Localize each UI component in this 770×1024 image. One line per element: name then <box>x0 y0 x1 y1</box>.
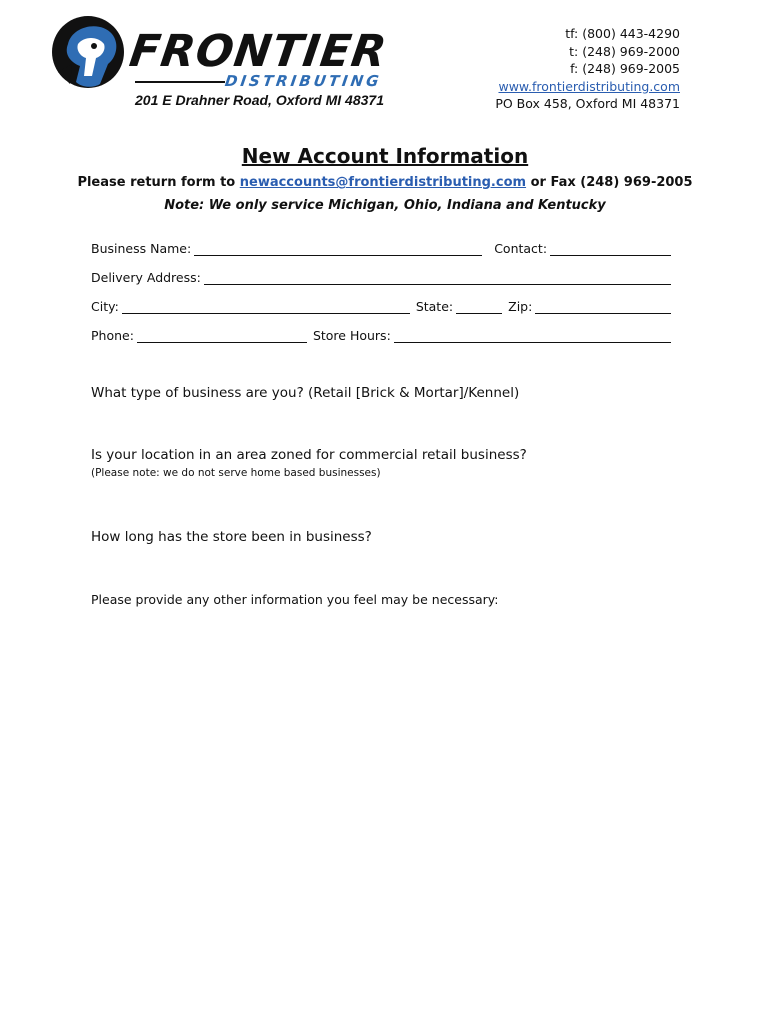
brand-divider <box>135 81 225 83</box>
company-address: 201 E Drahner Road, Oxford MI 48371 <box>135 92 384 108</box>
city-field[interactable] <box>122 300 410 314</box>
zip-label: Zip: <box>508 299 533 314</box>
contact-field[interactable] <box>550 242 671 256</box>
state-field[interactable] <box>456 300 502 314</box>
phone-number: t: (248) 969-2000 <box>569 43 680 59</box>
business-name-field[interactable] <box>194 242 482 256</box>
city-label: City: <box>91 299 119 314</box>
return-email-link[interactable]: newaccounts@frontierdistributing.com <box>239 175 527 190</box>
phone-label: Phone: <box>91 328 134 343</box>
years-in-business-question: How long has the store been in business? <box>91 529 372 545</box>
row-delivery <box>91 267 671 285</box>
row-phone-hours <box>91 325 671 343</box>
delivery-address-field[interactable] <box>204 271 671 285</box>
business-name-label: Business Name: <box>91 241 192 256</box>
store-hours-field[interactable] <box>394 329 671 343</box>
state-label: State: <box>415 299 454 314</box>
business-type-question: What type of business are you? (Retail [Brick & Mortar]/Kennel) <box>91 385 520 401</box>
po-box: PO Box 458, Oxford MI 48371 <box>495 96 680 111</box>
form-title: New Account Information <box>241 144 529 168</box>
brand-name: FRONTIER <box>126 26 391 77</box>
zoning-note: (Please note: we do not serve home based businesses) <box>91 467 381 479</box>
return-prefix: Please return form to <box>77 175 240 190</box>
other-info-prompt: Please provide any other information you feel may be necessary: <box>91 592 499 607</box>
tollfree-number: tf: (800) 443-4290 <box>565 26 680 41</box>
contact-info <box>495 25 680 113</box>
zip-field[interactable] <box>535 300 671 314</box>
store-hours-label: Store Hours: <box>312 328 391 343</box>
service-area-note: Note: We only service Michigan, Ohio, Indiana and Kentucky <box>164 198 606 213</box>
fax-number: f: (248) 969-2005 <box>570 61 680 76</box>
return-suffix: or Fax (248) 969-2005 <box>526 175 693 190</box>
return-instructions <box>0 175 770 190</box>
phone-field[interactable] <box>137 329 307 343</box>
website-link[interactable]: www.frontierdistributing.com <box>498 78 680 94</box>
dog-logo-icon <box>50 14 130 94</box>
contact-label: Contact: <box>494 241 548 256</box>
row-city-state-zip <box>91 296 671 314</box>
delivery-address-label: Delivery Address: <box>91 270 201 285</box>
company-logo <box>50 14 410 114</box>
row-business-contact <box>91 238 671 256</box>
zoning-question: Is your location in an area zoned for commercial retail business? <box>91 447 527 463</box>
brand-subtitle: DISTRIBUTING <box>223 72 383 90</box>
